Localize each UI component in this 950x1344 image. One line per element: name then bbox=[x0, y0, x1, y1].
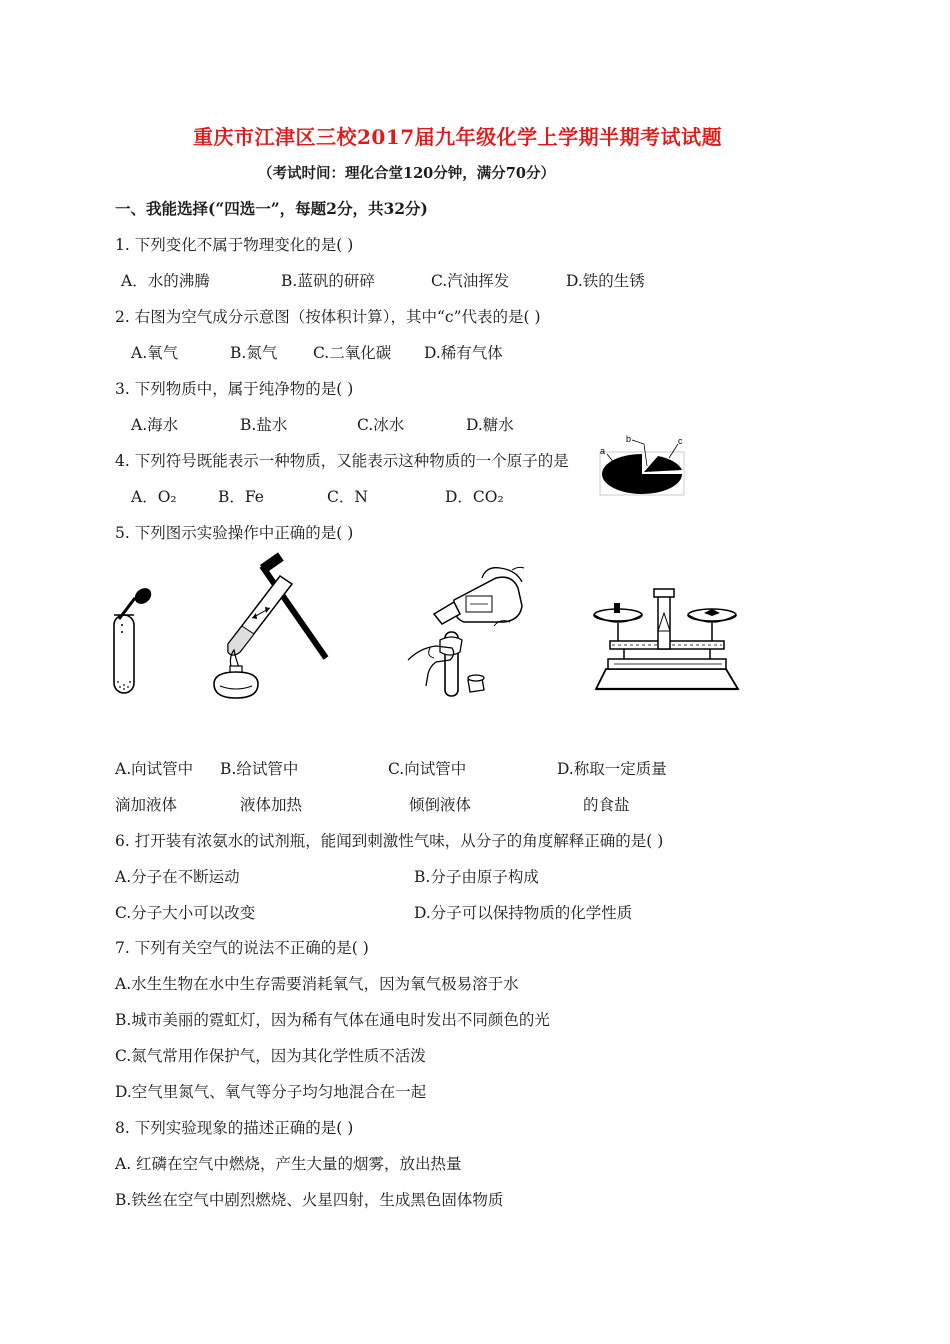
exam-subtitle: （考试时间：理化合堂120分钟，满分70分） bbox=[258, 165, 555, 182]
question-7-option-a: A.水生生物在水中生存需要消耗氧气，因为氧气极易溶于水 bbox=[115, 975, 519, 993]
dropper-test-tube-figure bbox=[105, 585, 165, 700]
question-4-option-d: D．CO₂ bbox=[445, 488, 504, 506]
question-3-stem: 3. 下列物质中，属于纯净物的是( ) bbox=[115, 380, 354, 398]
question-5-option-d-line1: D.称取一定质量 bbox=[557, 760, 667, 778]
question-1-option-b: B.蓝矾的研碎 bbox=[281, 272, 375, 290]
question-3-option-d: D.糖水 bbox=[466, 416, 514, 434]
question-6-option-c: C.分子大小可以改变 bbox=[115, 904, 256, 922]
air-composition-pie-figure bbox=[598, 434, 688, 496]
pie-label-c: c bbox=[678, 436, 683, 446]
question-1-stem: 1. 下列变化不属于物理变化的是( ) bbox=[115, 236, 354, 254]
question-5-option-a-line1: A.向试管中 bbox=[115, 760, 194, 778]
question-7-option-d: D.空气里氮气、氧气等分子均匀地混合在一起 bbox=[115, 1083, 427, 1101]
question-5-option-b-line1: B.给试管中 bbox=[220, 760, 299, 778]
question-1-option-c: C.汽油挥发 bbox=[431, 272, 510, 290]
page-title: 重庆市江津区三校2017届九年级化学上学期半期考试试题 bbox=[193, 125, 723, 149]
question-6-option-d: D.分子可以保持物质的化学性质 bbox=[414, 904, 633, 922]
question-4-option-c: C．N bbox=[327, 488, 368, 506]
question-3-option-c: C.冰水 bbox=[357, 416, 405, 434]
question-8-option-a: A. 红磷在空气中燃烧，产生大量的烟雾，放出热量 bbox=[115, 1155, 462, 1173]
question-1-option-d: D.铁的生锈 bbox=[566, 272, 645, 290]
question-8-option-b: B.铁丝在空气中剧烈燃烧、火星四射，生成黑色固体物质 bbox=[115, 1191, 504, 1209]
question-5-option-d-line2: 的食盐 bbox=[583, 796, 630, 814]
question-6-option-a: A.分子在不断运动 bbox=[115, 868, 240, 886]
section-heading: 一、我能选择(“四选一”，每题2分，共32分) bbox=[115, 199, 428, 218]
question-4-option-b: B．Fe bbox=[218, 488, 264, 506]
pie-label-a: a bbox=[600, 446, 606, 456]
question-7-stem: 7. 下列有关空气的说法不正确的是( ) bbox=[115, 939, 369, 957]
question-3-option-b: B.盐水 bbox=[240, 416, 288, 434]
question-4-option-a: A．O₂ bbox=[131, 488, 177, 506]
question-5-stem: 5. 下列图示实验操作中正确的是( ) bbox=[115, 524, 354, 542]
question-8-stem: 8. 下列实验现象的描述正确的是( ) bbox=[115, 1119, 354, 1137]
question-5-option-a-line2: 滴加液体 bbox=[115, 796, 178, 814]
question-7-option-b: B.城市美丽的霓虹灯，因为稀有气体在通电时发出不同颜色的光 bbox=[115, 1011, 550, 1029]
question-5-option-c-line2: 倾倒液体 bbox=[409, 796, 472, 814]
question-4-stem: 4. 下列符号既能表示一种物质，又能表示这种物质的一个原子的是 bbox=[115, 452, 569, 470]
question-2-option-d: D.稀有气体 bbox=[424, 344, 503, 362]
question-6-stem: 6. 打开装有浓氨水的试剂瓶，能闻到刺激性气味，从分子的角度解释正确的是( ) bbox=[115, 832, 664, 850]
question-2-option-a: A.氧气 bbox=[131, 344, 179, 362]
heating-test-tube-figure bbox=[200, 560, 335, 702]
balance-scale-figure bbox=[588, 585, 748, 695]
question-7-option-c: C.氮气常用作保护气，因为其化学性质不活泼 bbox=[115, 1047, 426, 1065]
question-6-option-b: B.分子由原子构成 bbox=[414, 868, 539, 886]
pie-label-b: b bbox=[626, 434, 632, 444]
question-2-stem: 2. 右图为空气成分示意图（按体积计算），其中“c”代表的是( ) bbox=[115, 308, 541, 326]
question-3-option-a: A.海水 bbox=[131, 416, 179, 434]
question-5-option-b-line2: 液体加热 bbox=[240, 796, 303, 814]
question-5-option-c-line1: C.向试管中 bbox=[388, 760, 467, 778]
pouring-liquid-figure bbox=[400, 562, 530, 702]
question-2-option-b: B.氮气 bbox=[230, 344, 278, 362]
question-1-option-a: A．水的沸腾 bbox=[121, 272, 210, 290]
question-2-option-c: C.二氧化碳 bbox=[313, 344, 392, 362]
